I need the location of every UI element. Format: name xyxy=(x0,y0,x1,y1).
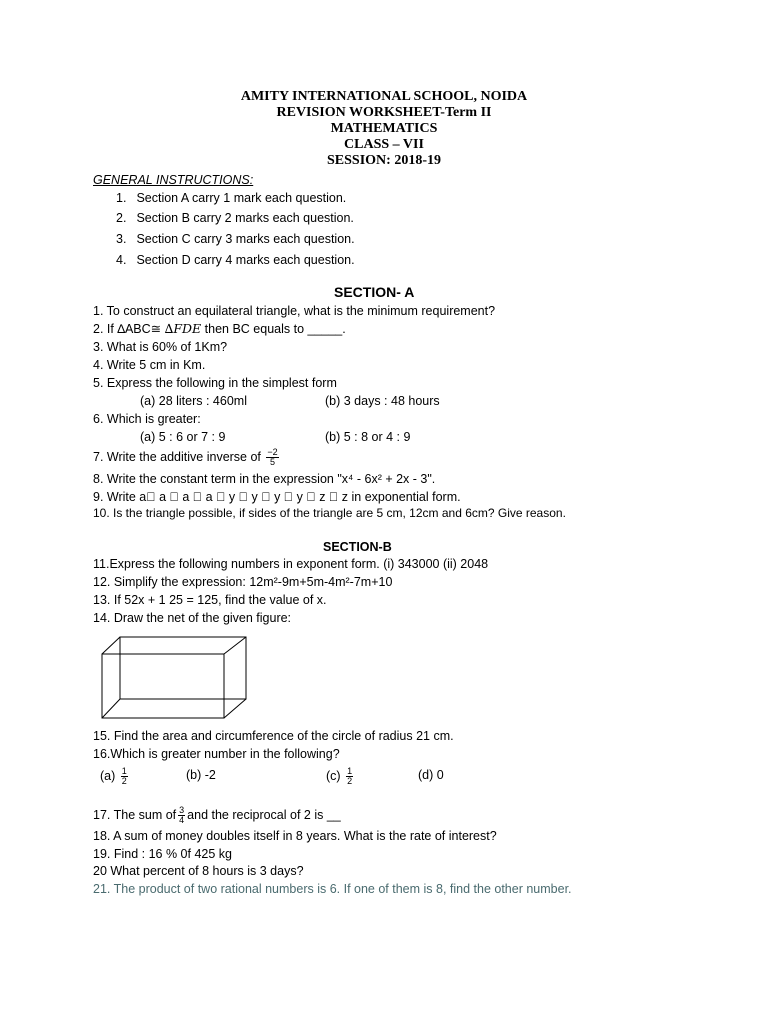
question-12: 12. Simplify the expression: 12m²-9m+5m-4m²-7m+10 xyxy=(93,575,393,589)
question-18: 18. A sum of money doubles itself in 8 years. What is the rate of interest? xyxy=(93,829,497,843)
question-4: 4. Write 5 cm in Km. xyxy=(93,358,206,372)
instruction-item: 1. Section A carry 1 mark each question. xyxy=(116,191,347,205)
question-5: 5. Express the following in the simplest form xyxy=(93,376,337,390)
question-19: 19. Find : 16 % 0f 425 kg xyxy=(93,847,232,861)
question-6b: (b) 5 : 8 or 4 : 9 xyxy=(325,430,411,444)
fraction-three-quarters: $\frac{3}{4}$ xyxy=(179,805,185,825)
session-title: SESSION: 2018-19 xyxy=(327,153,441,168)
fraction-minus-two-fifths: $\frac{-2}{5}$ xyxy=(267,447,278,467)
question-16a: (a) $\frac{1}{2}$ xyxy=(100,766,127,786)
class-title: CLASS – VII xyxy=(344,137,424,152)
question-13: 13. If 52x + 1 25 = 125, find the value of x. xyxy=(93,593,327,607)
instruction-item: 4. Section D carry 4 marks each question. xyxy=(116,253,355,267)
question-3: 3. What is 60% of 1Km? xyxy=(93,340,228,354)
question-5a: (a) 28 liters : 460ml xyxy=(140,394,247,408)
question-6: 6. Which is greater: xyxy=(93,412,201,426)
question-17: 17. The sum of $\frac{3}{4}$ and the reciprocal of 2 is __ xyxy=(93,805,341,825)
section-b-title: SECTION-B xyxy=(323,540,392,554)
question-15: 15. Find the area and circumference of the circle of radius 21 cm. xyxy=(93,729,454,743)
question-16d: (d) 0 xyxy=(418,768,444,782)
question-7: 7. Write the additive inverse of $\frac{-2}{5}$ xyxy=(93,447,278,467)
fraction-one-half: $\frac{1}{2}$ xyxy=(347,766,353,786)
school-name: AMITY INTERNATIONAL SCHOOL, NOIDA xyxy=(240,89,528,104)
section-a-title: SECTION- A xyxy=(334,284,415,300)
question-14: 14. Draw the net of the given figure: xyxy=(93,611,292,625)
question-10: 10. Is the triangle possible, if sides of the triangle are 5 cm, 12cm and 6cm? Give reason. xyxy=(93,506,566,520)
question-9: 9. Write a􀀀 a 􀀀 a 􀀀 a 􀀀 y 􀀀 y 􀀀 y 􀀀 y 􀀀 z 􀀀 z in exponential form. xyxy=(93,490,461,504)
instruction-item: 2. Section B carry 2 marks each question. xyxy=(116,211,354,225)
question-21: 21. The product of two rational numbers is 6. If one of them is 8, find the other number. xyxy=(93,882,572,896)
fraction-one-half: $\frac{1}{2}$ xyxy=(121,766,127,786)
question-16: 16.Which is greater number in the following? xyxy=(93,747,340,761)
worksheet-title: REVISION WORKSHEET-Term II xyxy=(276,105,492,120)
question-6a: (a) 5 : 6 or 7 : 9 xyxy=(140,430,226,444)
cuboid-figure xyxy=(100,634,250,722)
question-5b: (b) 3 days : 48 hours xyxy=(325,394,440,408)
question-16c: (c) $\frac{1}{2}$ xyxy=(326,766,353,786)
question-8: 8. Write the constant term in the expression "x⁴ - 6x² + 2x - 3". xyxy=(93,472,436,486)
question-11: 11.Express the following numbers in exponent form. (i) 343000 (ii) 2048 xyxy=(93,557,489,571)
question-16b: (b) -2 xyxy=(186,768,216,782)
instructions-title: GENERAL INSTRUCTIONS: xyxy=(93,173,254,187)
question-2: 2. If ∆ABC≅ ∆FDE then BC equals to _____. xyxy=(93,321,346,336)
question-20: 20 What percent of 8 hours is 3 days? xyxy=(93,864,304,878)
instruction-item: 3. Section C carry 3 marks each question. xyxy=(116,232,355,246)
subject-title: MATHEMATICS xyxy=(330,121,438,136)
question-1: 1. To construct an equilateral triangle, what is the minimum requirement? xyxy=(93,304,496,318)
